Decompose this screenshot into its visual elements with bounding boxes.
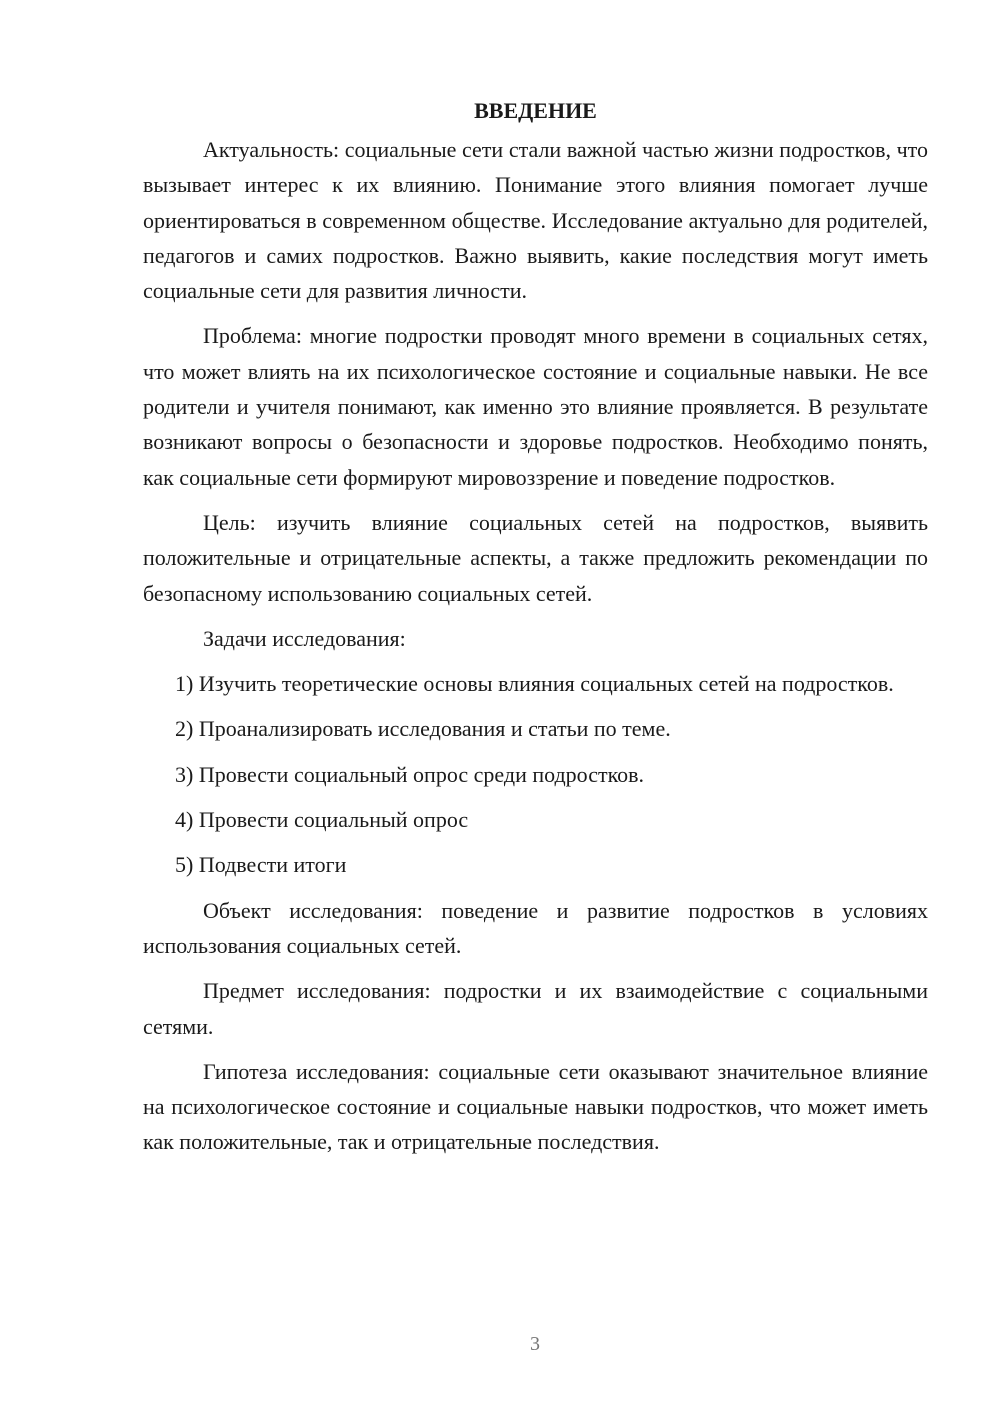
object-paragraph: Объект исследования: поведение и развитие подростков в условиях использования социальных сетей. (143, 897, 928, 958)
task-item: 5) Подвести итоги (175, 852, 347, 878)
section-title: ВВЕДЕНИЕ (474, 98, 597, 123)
hypothesis-paragraph: Гипотеза исследования: социальные сети оказывают значительное влияние на психологическое состояние и социальные навыки подростков, что может иметь как положительные, так и отрицательные последствия. (143, 1058, 928, 1155)
relevance-paragraph: Актуальность: социальные сети стали важной частью жизни подростков, что вызывает интерес к их влиянию. Понимание этого влияния помогает лучше ориентироваться в современном обществе. Исследование актуально для родителей, педагогов и самих подростков. Важно выявить, какие последствия могут иметь социальные сети для развития личности. (143, 137, 928, 304)
task-item: 4) Провести социальный опрос (175, 807, 469, 833)
subject-paragraph: Предмет исследования: подростки и их взаимодействие с социальными сетями. (143, 978, 928, 1039)
goal-paragraph: Цель: изучить влияние социальных сетей на подростков, выявить положительные и отрицательные аспекты, а также предложить рекомендации по безопасному использованию социальных сетей. (143, 509, 928, 606)
tasks-heading: Задачи исследования: (203, 625, 406, 651)
task-item: 1) Изучить теоретические основы влияния социальных сетей на подростков. (175, 671, 894, 697)
task-item: 3) Провести социальный опрос среди подростков. (175, 761, 645, 787)
document-page (143, 96, 928, 1170)
task-item: 2) Проанализировать исследования и статьи по теме. (175, 716, 671, 742)
problem-paragraph: Проблема: многие подростки проводят много времени в социальных сетях, что может влиять на их психологическое состояние и социальные навыки. Не все родители и учителя понимают, как именно это влияние проявляется. В результате возникают вопросы о безопасности и здоровье подростков. Необходимо понять, как социальные сети формируют мировоззрение и поведение подростков. (143, 323, 928, 490)
page-number: 3 (530, 1333, 540, 1355)
